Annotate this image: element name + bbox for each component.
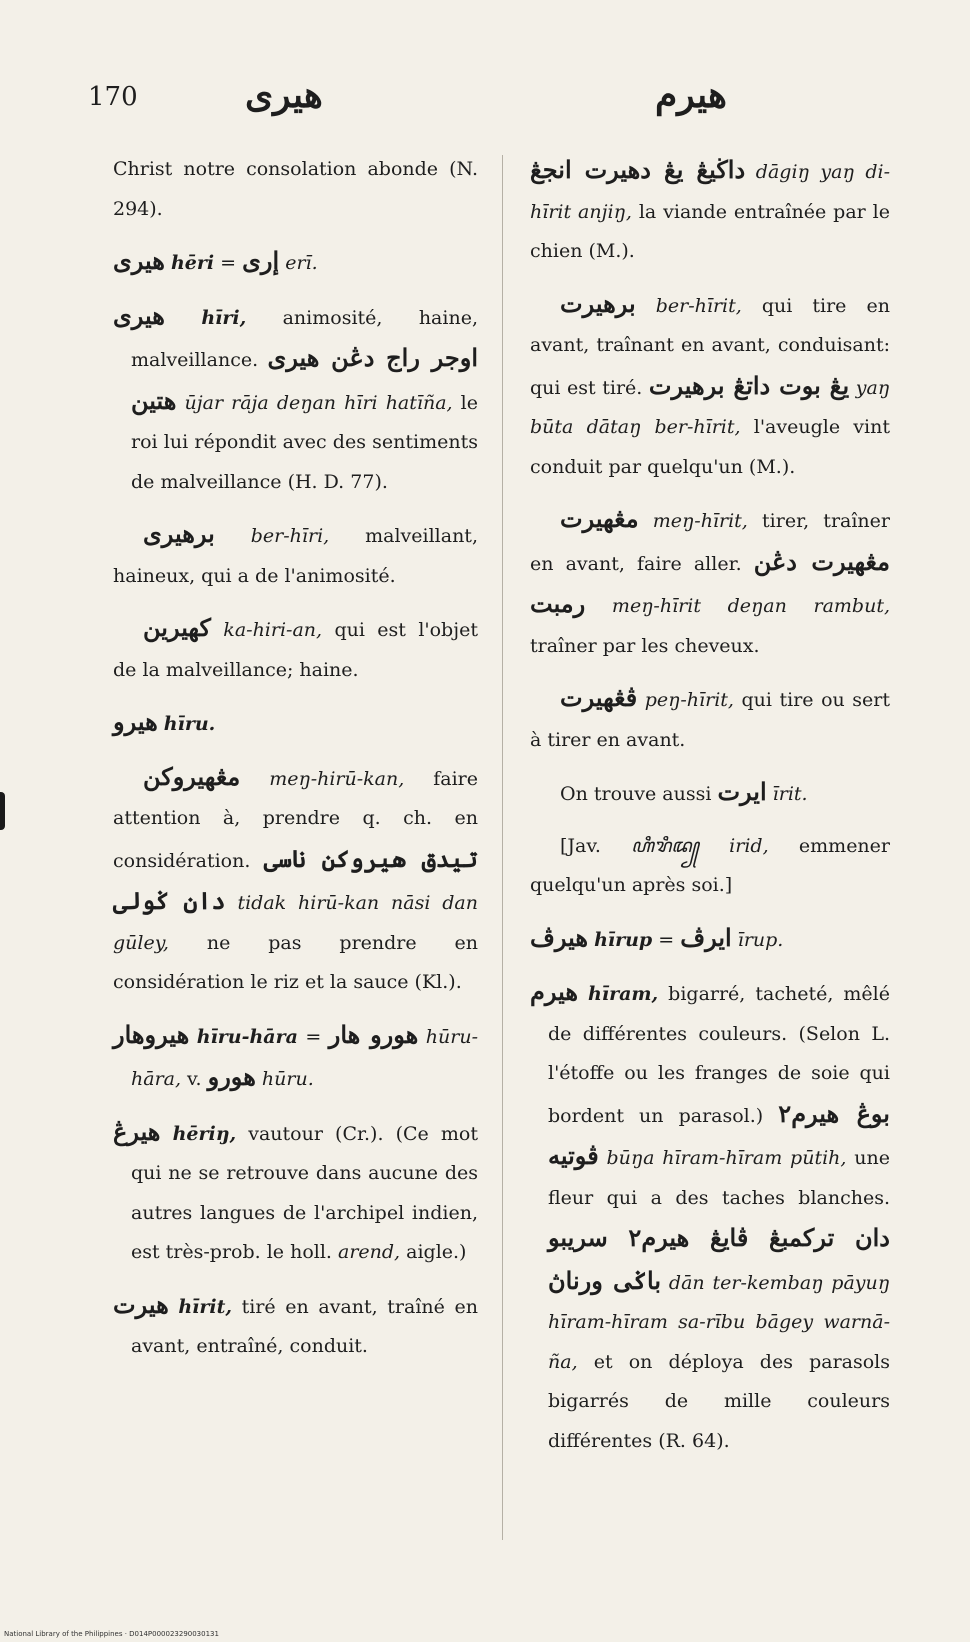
subentry-peng-hirit: ڤڠهيرت peŋ-hīrit, qui tire ou sert à tirer en avant. bbox=[530, 683, 890, 751]
left-column bbox=[113, 150, 478, 1379]
entry-hirup: هيرڤ hīrup = ايرڤ īrup. bbox=[530, 922, 784, 952]
entry-hiri: هيرى hīri, animosité, haine, malveillance. اوجر راج دڠن هيرى هتين ūjar rāja deŋan hīri hatīña, le roi lui répondit avec des sentiments de malveillance (H. D. 77). bbox=[113, 300, 478, 493]
subentry-ber-hiri: برهيرى ber-hīri, malveillant, haineux, qui a de l'animosité. bbox=[113, 519, 478, 587]
note-javanese: [Jav. ꦲꦶꦫꦶꦢ꧀ irid, emmener quelqu'un après soi.] bbox=[530, 834, 890, 896]
entry-hiru: هيرو hīru. bbox=[113, 707, 216, 736]
subentry-meng-hirit: مڠهيرت meŋ-hīrit, tirer, traîner en avant, faire aller. مڠهيرت دڠن رمبت meŋ-hīrit deŋan rambut, traîner par les cheveux. bbox=[530, 504, 890, 657]
library-footer: National Library of the Philippines · D014P000023290030131 bbox=[4, 1630, 219, 1638]
entry-hering: هيرڠ hēriŋ, vautour (Cr.). (Ce mot qui ne se retrouve dans aucune des autres langues de l'archipel indien, est très-prob. le holl. arend, aigle.) bbox=[113, 1116, 478, 1263]
entry-heri: هيرى hēri = إرى erī. bbox=[113, 246, 318, 275]
entry-hirit: هيرت hīrit, tiré en avant, traîné en avant, entraîné, conduit. bbox=[113, 1289, 478, 1357]
entry-hiram: هيرم hīram, bigarré, tacheté, mêlé de différentes couleurs. (Selon L. l'étoffe ou les franges de soie qui bordent un parasol.) بوڠ هيرم٢ ڤوتيه būŋa hīram-hīram pūtih, une fleur qui a des taches blanches. دان ترکمبڠ ڤايڠ هيرم٢ سريبو باݢى ورناڽ dān ter-kembaŋ pāyuŋ hīram-hīram sa-rību bāgey warnā-ña, et on déploya des parasols bigarrés de mille couleurs différentes (R. 64). bbox=[530, 977, 890, 1452]
entry-hiru-hara: هيروهار hīru-hāra = هورو هار hūru-hāra, v. هورو hūru. bbox=[113, 1019, 478, 1091]
example-daging: داڬيڠ يڠ دهيرت انجڠ dāgiŋ yaŋ di-hīrit anjiŋ, la viande entraînée par le chien (M.). bbox=[530, 155, 890, 262]
page-number: 170 bbox=[88, 82, 138, 112]
running-head-left: هيرى bbox=[245, 74, 323, 116]
subentry-ka-hiri-an: کهيرين ka-hiri-an, qui est l'objet de la malveillance; haine. bbox=[113, 613, 478, 681]
note-irit: On trouve aussi ايرت īrit. bbox=[560, 777, 808, 806]
page-edge-mark bbox=[0, 792, 5, 830]
subentry-ber-hirit: برهيرت ber-hīrit, qui tire en avant, traînant en avant, conduisant: qui est tiré. يڠ بوت داتڠ برهيرت yaŋ būta dātaŋ ber-hīrit, l'aveugle vint conduit par quelqu'un (M.). bbox=[530, 288, 891, 478]
right-column bbox=[530, 150, 890, 1473]
subentry-meng-hiru-kan: مڠهيروکن meŋ-hirū-kan, faire attention à, prendre q. ch. en considération. تيدق هيروکن ناسى دان ݢولى tidak hirū-kan nāsi dan gūley, ne pas prendre en considération le riz et la sauce (Kl.). bbox=[113, 761, 478, 993]
entry-continuation: Christ notre consolation abonde (N. 294). bbox=[113, 158, 478, 220]
column-divider bbox=[502, 155, 503, 1540]
running-head-right: هيرم bbox=[655, 74, 727, 116]
